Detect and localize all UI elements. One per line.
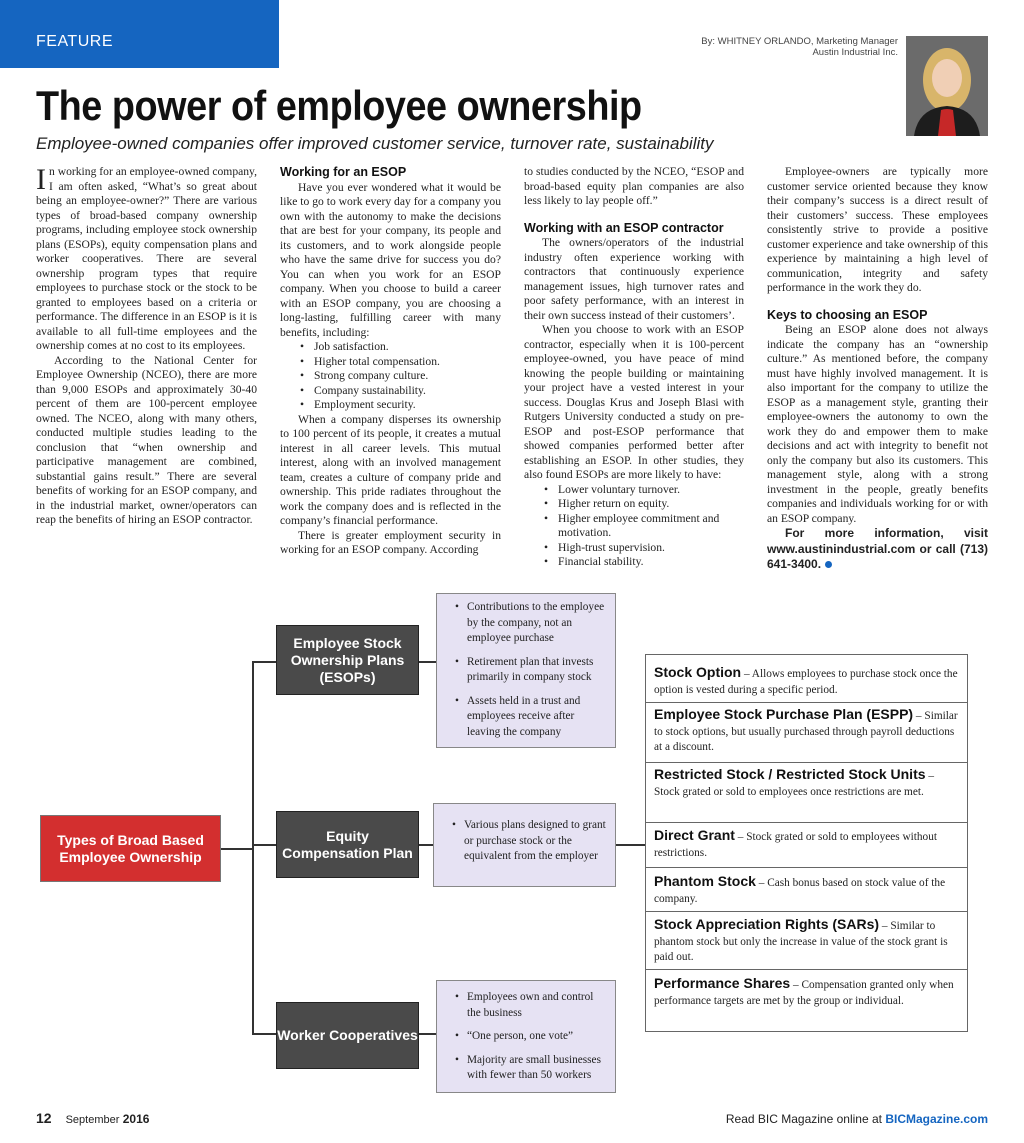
article-column-3 [524,165,744,570]
list-item: • Financial stability. [524,555,744,570]
list-item: • Strong company culture. [280,369,501,384]
paragraph: Employee-owners are typically more customer service oriented because they know their company’s success is a direct result of their customers’ success. These employees consistently strive to provide a positive customer experience and take ownership of this experience by maintaining a high level of communication, integrity and safety performance in the work they do. [767,165,988,294]
plan-type-title: Stock Option [654,664,742,680]
plan-type-desc: – Allows employees to purchase stock once the option is vested during a specific period. [654,668,958,696]
branch-cooperative-box: Worker Cooperatives [276,1002,419,1069]
page-number: 12 [36,1110,52,1126]
list-item: • Contributions to the employee by the company, not an employee purchase [443,600,607,647]
page-footer-left [36,1110,149,1126]
esop-details-box [436,593,616,748]
connector-line [252,661,254,1034]
paragraph: to studies conducted by the NCEO, “ESOP and broad-based equity plan companies are also less likely to lay people off.” [524,165,744,207]
branch-esop-box: Employee Stock Ownership Plans (ESOPs) [276,625,419,695]
paragraph: Being an ESOP alone does not always indicate the company has an “ownership culture.” As mentioned before, the company must have highly involved management. It is also important for the company to utilize the ESOP as a management style, granting their employee-owners the autonomy to own the work they do and empower them to make decisions and act with integrity to benefit not only the company but also its customers. This management style, along with a strong investment in the people, greatly benefits companies and individuals working for or with an ESOP company. [767,323,988,525]
plan-type-desc: – Similar to phantom stock but only the increase in value of the stock grant is paid out. [654,920,948,963]
connector-line [221,848,253,850]
plan-type-item [654,976,962,1009]
magazine-link[interactable]: BICMagazine.com [885,1112,988,1126]
plan-type-item [654,665,962,698]
connector-line [615,844,645,846]
list-item: • Majority are small businesses with fewer than 50 workers [443,1053,607,1084]
plan-type-title: Restricted Stock / Restricted Stock Units [654,766,926,782]
footer-read-text: Read BIC Magazine online at [725,1112,886,1126]
plan-type-title: Direct Grant [654,827,735,843]
article-subtitle: Employee-owned companies offer improved customer service, turnover rate, sustainability [36,134,714,153]
list-item: • Employment security. [280,398,501,413]
branch-equity-box: Equity Compensation Plan [276,811,419,878]
divider [646,867,968,868]
list-item: • Various plans designed to grant or purchase stock or the equivalent from the employer [440,818,607,865]
paragraph: When you choose to work with an ESOP contractor, especially when it is 100-percent employee-owned, you have peace of mind knowing the people building or maintaining your project have a vested interest in your success. Douglas Krus and Joseph Blasi with Rutgers University conducted a study on pre-ESOP and post-ESOP performance that showed companies performed better after establishing an ESOP. In other studies, they also found ESOPs are more likely to have: [524,323,744,481]
paragraph: In working for an employee-owned company, I am often asked, “What’s so great about being an employee-owner?” There are various types of broad-based company ownership programs, including employee stock ownership plans (ESOPs), equity compensation plans and worker cooperatives. There are several ownership program types that require employees to purchase stock or the stock to be granted to employees based on a criteria or performance. The difference in an ESOP is it is available to all full-time employees and the ownership comes at no cost to its employees. [36,163,257,352]
connector-line [252,661,276,663]
article-column-4 [767,165,988,573]
esop-advantage-list [524,483,744,570]
plan-type-desc: – Stock grated or sold to employees without restrictions. [654,831,937,859]
equity-details-box [433,803,616,887]
plan-type-desc: – Cash bonus based on stock value of the company. [654,877,946,905]
plan-type-title: Stock Appreciation Rights (SARs) [654,916,880,932]
section-tab [0,0,279,68]
diagram-root-box: Types of Broad Based Employee Ownership [40,815,221,882]
plan-type-title: Employee Stock Purchase Plan (ESPP) [654,706,914,722]
author-portrait-icon [906,36,988,136]
plan-type-item [654,874,962,907]
list-item: • “One person, one vote” [443,1029,607,1045]
page-footer-right [726,1112,988,1126]
section-heading: Working with an ESOP contractor [524,220,724,235]
connector-line [419,1033,436,1035]
paragraph: According to the National Center for Employee Ownership (NCEO), there are more than 9,000 ESOPs and approximately 30-40 percent of them are 100-percent employee owned. The NCEO, along with many others, conducted multiple studies leading to the conclusion that “when ownership and participative management are combined, substantial gains result.” There are several benefits of working for an ESOP company, and in the industrial market, owner/operators can reap the benefits of hiring an ESOP contractor. [36,353,257,526]
plan-type-item [654,707,962,756]
issue-year: 2016 [122,1112,150,1126]
list-item: • Company sustainability. [280,384,501,399]
connector-line [419,661,436,663]
divider [646,969,968,970]
list-item: • High-trust supervision. [524,541,744,556]
plan-type-title: Performance Shares [654,975,791,991]
byline [701,36,898,58]
divider [646,762,968,763]
list-item: • Higher total compensation. [280,355,501,370]
section-heading: Working for an ESOP [280,165,407,179]
paragraph: There is greater employment security in working for an ESOP company. According [280,528,501,556]
cooperative-details-box [436,980,616,1093]
section-heading: Keys to choosing an ESOP [767,307,928,322]
equity-plan-types-box [645,654,968,1032]
author-photo [906,36,988,136]
divider [646,822,968,823]
cta-text: For more information, visit www.austinindustrial.com or call (713) 641-3400. [767,526,988,571]
connector-line [419,844,433,846]
byline-company: Austin Industrial Inc. [812,47,898,58]
benefit-list [280,340,501,413]
list-item: • Lower voluntary turnover. [524,483,744,498]
plan-type-desc: – Similar to stock options, but usually purchased through payroll deductions at a discount. [654,710,958,753]
section-label: FEATURE [36,33,113,50]
plan-type-item [654,767,962,800]
byline-author: By: WHITNEY ORLANDO, Marketing Manager [701,36,898,47]
issue-month: September [65,1114,120,1126]
plan-type-item [654,917,962,966]
paragraph: The owners/operators of the industrial industry often experience working with contractors that continuously experience management issues, high turnover rates and poor safety performance, with an interest in their own success instead of their customers’. [524,236,744,322]
plan-type-title: Phantom Stock [654,873,756,889]
list-item: • Employees own and control the business [443,990,607,1021]
article-column-2 [280,165,501,558]
list-item: • Retirement plan that invests primarily in company stock [443,655,607,686]
article-title: The power of employee ownership [36,82,642,129]
paragraph: Have you ever wondered what it would be like to go to work every day for a company you own with the autonomy to make the decisions that are best for your company, its people and its customers, and to work alongside people who have the same drive for success you do? You can when you work for an ESOP company. When you choose to build a career with an ESOP company, you are choosing a long-lasting, fulfilling career with many benefits, including: [280,180,501,339]
connector-line [252,1033,276,1035]
list-item: • Assets held in a trust and employees receive after leaving the company [443,694,607,741]
call-to-action [767,526,988,573]
plan-type-desc: – Compensation granted only when performance targets are met by the group or individual. [654,979,954,1007]
article-column-1 [36,165,257,528]
connector-line [252,844,276,846]
end-mark-icon [825,561,832,568]
list-item: • Job satisfaction. [280,340,501,355]
drop-cap: I [36,163,46,196]
divider [646,911,968,912]
list-item: • Higher return on equity. [524,497,744,512]
plan-type-item [654,828,962,861]
plan-type-desc: – Stock grated or sold to employees once restrictions are met. [654,770,935,798]
list-item: • Higher employee commitment and motivation. [524,512,744,541]
divider [646,702,968,703]
paragraph: When a company disperses its ownership to 100 percent of its people, it creates a mutual interest in all career levels. This mutual interest, along with an involved management team, creates a culture of company pride and ownership. This pride radiates throughout the work the company does and is reflected in the company’s financial performance. [280,412,501,527]
